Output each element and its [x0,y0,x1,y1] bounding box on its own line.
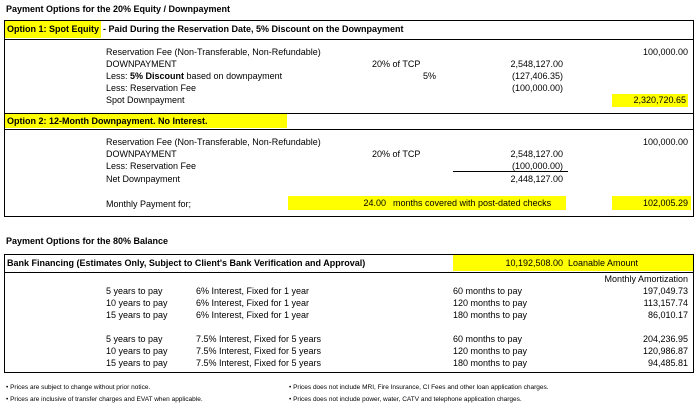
discount-bold: 5% Discount [130,71,185,81]
option1-discount-value: (127,406.35) [511,71,563,81]
row-months: 60 months to pay [453,286,523,296]
option2-reservation-fee-label: Reservation Fee (Non-Transferable, Non-Refundable) [106,137,321,147]
option1-less-reservation-label: Less: Reservation Fee [106,83,197,93]
option2-downpayment-pct: 20% of TCP [372,149,421,159]
row-years: 5 years to pay [106,286,163,296]
option2-net-downpayment-label: Net Downpayment [106,174,181,184]
option1-reservation-fee-value: 100,000.00 [642,47,688,57]
option2-subtotal-rule [453,171,568,172]
option2-net-downpayment-value: 2,448,127.00 [510,174,563,184]
row-years: 5 years to pay [106,334,163,344]
row-interest: 7.5% Interest, Fixed for 5 years [196,346,322,356]
row-years: 15 years to pay [106,358,168,368]
row-amortization: 120,986.87 [642,346,688,356]
option1-spot-downpayment-value: 2,320,720.65 [612,94,688,107]
row-years: 10 years to pay [106,298,168,308]
option1-header-divider [4,39,694,40]
option2-header-divider [4,129,694,130]
row-months: 180 months to pay [453,310,528,320]
row-months: 60 months to pay [453,334,523,344]
loanable-value: 10,192,508.00 [505,258,563,268]
row-interest: 6% Interest, Fixed for 1 year [196,310,310,320]
row-interest: 6% Interest, Fixed for 1 year [196,286,310,296]
option2-downpayment-value: 2,548,127.00 [510,149,563,159]
option1-less-reservation-value: (100,000.00) [511,83,563,93]
option1-spot-downpayment-label: Spot Downpayment [106,95,185,105]
note-price-change: • Prices are subject to change without prior notice. [6,384,151,391]
row-amortization: 204,236.95 [642,334,688,344]
option1-discount-label [106,71,282,82]
row-months: 120 months to pay [453,346,528,356]
option1-reservation-fee-label: Reservation Fee (Non-Transferable, Non-Refundable) [106,47,321,57]
note-transfer-charges: • Prices are inclusive of transfer charges and EVAT when applicable. [6,396,203,403]
option1-label: Option 1: Spot Equity [5,21,101,38]
row-months: 120 months to pay [453,298,528,308]
bank-label: Bank Financing (Estimates Only, Subject to Client's Bank Verification and Approval) [7,258,366,268]
option1-downpayment-value: 2,548,127.00 [510,59,563,69]
option2-label: Option 2: 12-Month Downpayment. No Interest. [5,114,287,128]
row-interest: 7.5% Interest, Fixed for 5 years [196,358,322,368]
option2-months-text: months covered with post-dated checks [393,198,552,208]
option2-less-reservation-value: (100,000.00) [511,161,563,171]
discount-prefix: Less: [106,71,131,81]
row-years: 10 years to pay [106,346,168,356]
option1-discount-pct: 5% [423,71,437,81]
option2-reservation-fee-value: 100,000.00 [642,137,688,147]
row-amortization: 86,010.17 [647,310,688,320]
row-amortization: 197,049.73 [642,286,688,296]
bank-header-divider [4,272,694,273]
note-utility-charges: • Prices does not include power, water, CATV and telephone application charges. [289,396,522,403]
loanable-label: Loanable Amount [568,258,639,268]
discount-suffix: based on downpayment [184,71,283,81]
row-interest: 7.5% Interest, Fixed for 5 years [196,334,322,344]
option2-months: 24.00 [363,198,386,208]
option1-downpayment-pct: 20% of TCP [372,59,421,69]
section1-title: Payment Options for the 20% Equity / Downpayment [6,4,231,14]
row-months: 180 months to pay [453,358,528,368]
row-years: 15 years to pay [106,310,168,320]
amortization-header: Monthly Amortization [604,274,688,284]
option1-desc: - Paid During the Reservation Date, 5% Discount on the Downpayment [103,24,404,34]
option1-downpayment-label: DOWNPAYMENT [106,59,177,69]
note-loan-charges: • Prices does not include MRI, Fire Insurance, CI Fees and other loan application charges. [289,384,549,391]
option2-monthly-label: Monthly Payment for; [106,199,192,209]
row-amortization: 94,485.81 [647,358,688,368]
row-amortization: 113,157.74 [643,298,688,308]
option2-monthly-value: 102,005.29 [612,196,691,210]
option2-downpayment-label: DOWNPAYMENT [106,149,177,159]
option2-less-reservation-label: Less: Reservation Fee [106,161,197,171]
row-interest: 6% Interest, Fixed for 1 year [196,298,310,308]
section2-title: Payment Options for the 80% Balance [6,236,169,246]
